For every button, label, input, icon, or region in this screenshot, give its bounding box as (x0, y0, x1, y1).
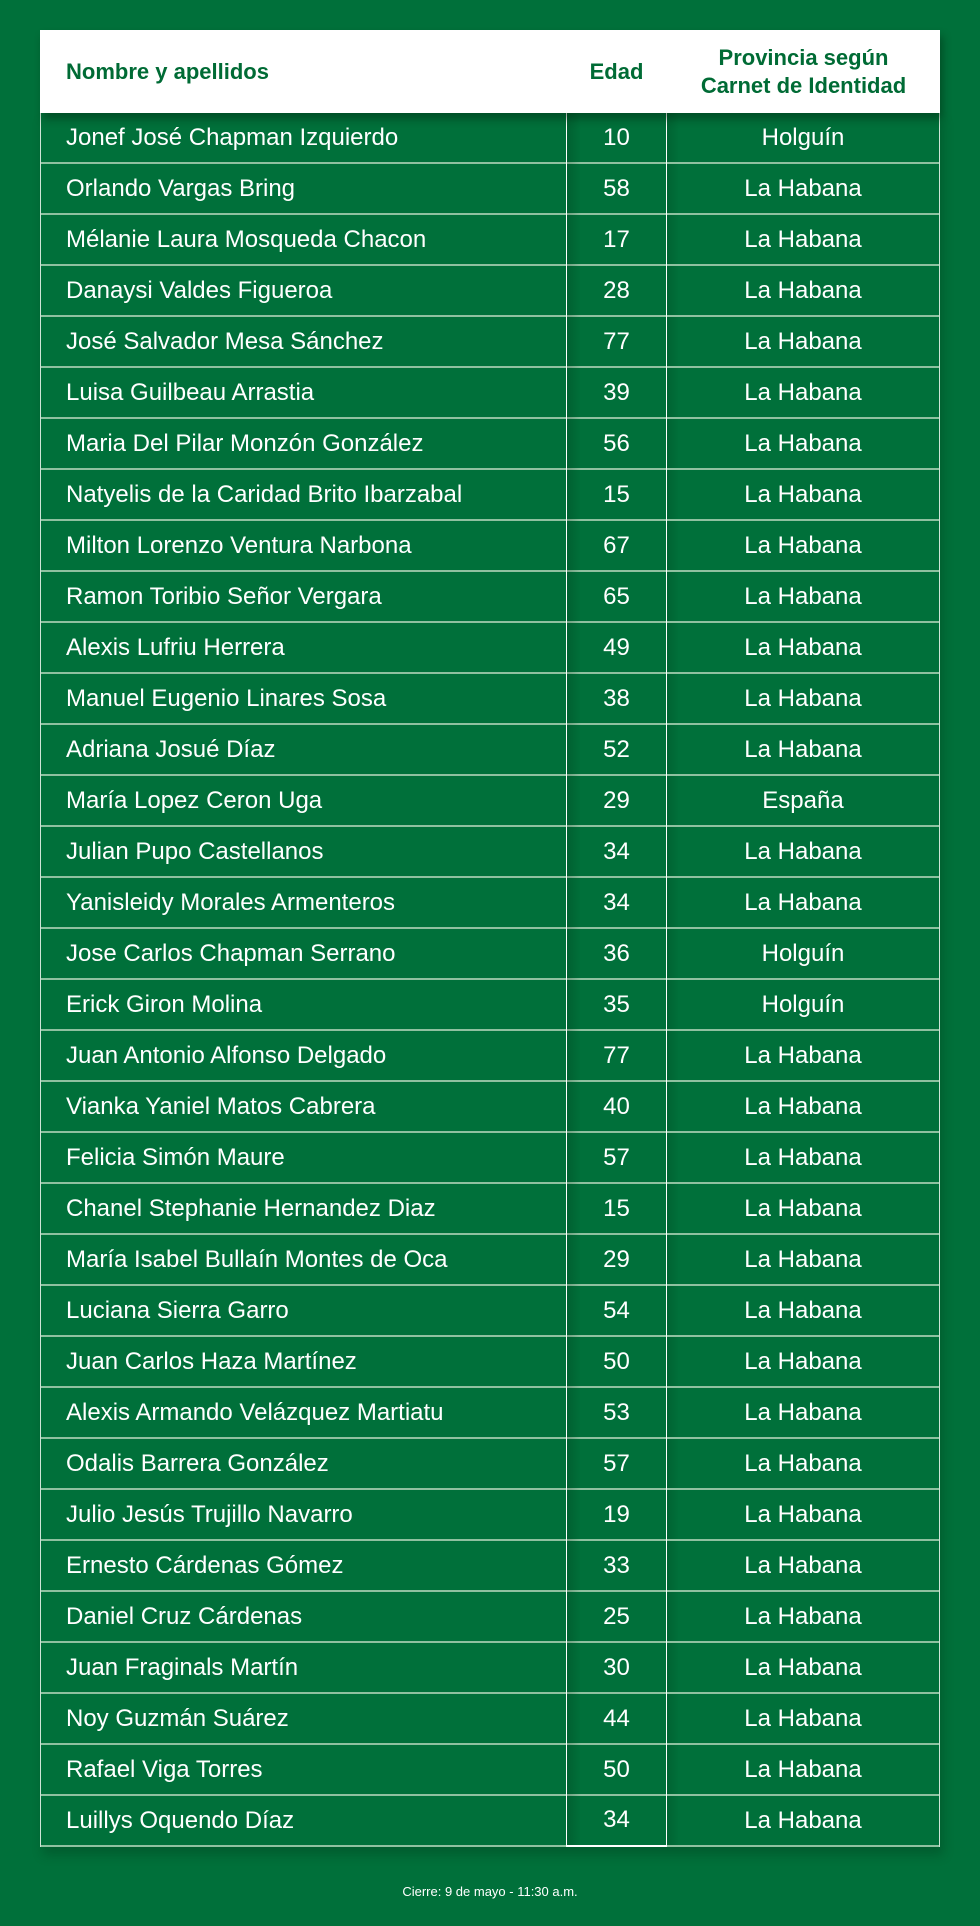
cell-name: Jose Carlos Chapman Serrano (66, 939, 396, 967)
table-row (41, 1082, 939, 1133)
cell-age: 53 (566, 1388, 667, 1439)
cell-age: 44 (566, 1694, 667, 1745)
table-row (41, 1796, 939, 1847)
cell-province: Holguín (667, 113, 939, 162)
table-header (40, 30, 940, 113)
header-province-line2: Carnet de Identidad (700, 72, 907, 98)
cell-province: La Habana (667, 1133, 939, 1182)
table-row (41, 1133, 939, 1184)
cell-province: La Habana (667, 1286, 939, 1335)
cell-age: 36 (566, 929, 667, 980)
cell-name: Alexis Armando Velázquez Martiatu (66, 1398, 444, 1426)
table-row (41, 1745, 939, 1796)
table-row (41, 1592, 939, 1643)
cell-name: Julio Jesús Trujillo Navarro (66, 1500, 353, 1528)
cell-province: La Habana (667, 1337, 939, 1386)
cell-age: 50 (566, 1745, 667, 1796)
cell-age: 28 (566, 266, 667, 317)
cell-province: Holguín (667, 980, 939, 1029)
cell-province: La Habana (667, 572, 939, 621)
cell-age: 10 (566, 113, 667, 164)
cell-age: 39 (566, 368, 667, 419)
cell-age: 34 (566, 827, 667, 878)
cell-province: España (667, 776, 939, 825)
table-row (41, 1184, 939, 1235)
cell-name: Yanisleidy Morales Armenteros (66, 888, 396, 916)
cell-name: José Salvador Mesa Sánchez (66, 327, 384, 355)
cell-age: 40 (566, 1082, 667, 1133)
table-row (41, 266, 939, 317)
table-row (41, 1388, 939, 1439)
header-age: Edad (589, 58, 644, 84)
cell-name: Danaysi Valdes Figueroa (66, 276, 333, 304)
cell-age: 77 (566, 317, 667, 368)
cell-province: La Habana (667, 1694, 939, 1743)
cell-name: Rafael Viga Torres (66, 1755, 263, 1783)
table-row (41, 623, 939, 674)
table-row (41, 776, 939, 827)
table-row (41, 1235, 939, 1286)
cell-name: Juan Fraginals Martín (66, 1653, 299, 1681)
cell-province: La Habana (667, 317, 939, 366)
table-row (41, 317, 939, 368)
cell-name: Maria Del Pilar Monzón González (66, 429, 424, 457)
cell-province: La Habana (667, 521, 939, 570)
table-row (41, 1286, 939, 1337)
table-row (41, 1541, 939, 1592)
cell-province: La Habana (667, 1796, 939, 1845)
cell-name: Milton Lorenzo Ventura Narbona (66, 531, 412, 559)
cell-name: María Isabel Bullaín Montes de Oca (66, 1245, 448, 1273)
cell-province: La Habana (667, 368, 939, 417)
cell-age: 19 (566, 1490, 667, 1541)
cell-name: Mélanie Laura Mosqueda Chacon (66, 225, 427, 253)
header-province (667, 44, 940, 100)
cell-age: 67 (566, 521, 667, 572)
table-row (41, 725, 939, 776)
table-row (41, 1337, 939, 1388)
cell-age: 50 (566, 1337, 667, 1388)
footer-closing-time: Cierre: 9 de mayo - 11:30 a.m. (402, 1884, 578, 1899)
cell-province: La Habana (667, 1439, 939, 1488)
table-row (41, 419, 939, 470)
cell-name: Jonef José Chapman Izquierdo (66, 123, 399, 151)
cell-age: 17 (566, 215, 667, 266)
cell-province: La Habana (667, 725, 939, 774)
table-row (41, 470, 939, 521)
cell-province: La Habana (667, 1388, 939, 1437)
table-row (41, 164, 939, 215)
cell-province: La Habana (667, 1490, 939, 1539)
cell-name: Odalis Barrera González (66, 1449, 329, 1477)
cell-name: Juan Carlos Haza Martínez (66, 1347, 357, 1375)
cell-province: La Habana (667, 1745, 939, 1794)
table-row (41, 521, 939, 572)
cell-province: La Habana (667, 470, 939, 519)
cell-name: Julian Pupo Castellanos (66, 837, 324, 865)
cell-age: 29 (566, 776, 667, 827)
cell-name: Ramon Toribio Señor Vergara (66, 582, 382, 610)
table-row (41, 1694, 939, 1745)
cell-province: La Habana (667, 419, 939, 468)
cell-age: 56 (566, 419, 667, 470)
table-row (41, 929, 939, 980)
cell-age: 29 (566, 1235, 667, 1286)
cell-province: La Habana (667, 674, 939, 723)
table-row (41, 1643, 939, 1694)
cell-name: María Lopez Ceron Uga (66, 786, 323, 814)
table-row (41, 674, 939, 725)
cell-name: Natyelis de la Caridad Brito Ibarzabal (66, 480, 463, 508)
cell-age: 34 (566, 1796, 667, 1847)
cell-name: Daniel Cruz Cárdenas (66, 1602, 303, 1630)
cell-age: 58 (566, 164, 667, 215)
cell-province: La Habana (667, 623, 939, 672)
cell-province: La Habana (667, 1643, 939, 1692)
cell-name: Chanel Stephanie Hernandez Diaz (66, 1194, 436, 1222)
cell-age: 57 (566, 1439, 667, 1490)
cell-name: Luisa Guilbeau Arrastia (66, 378, 315, 406)
table-row (41, 827, 939, 878)
cell-age: 33 (566, 1541, 667, 1592)
cell-province: Holguín (667, 929, 939, 978)
cell-name: Juan Antonio Alfonso Delgado (66, 1041, 387, 1069)
cell-name: Felicia Simón Maure (66, 1143, 285, 1171)
table-row (41, 572, 939, 623)
table-row (41, 113, 939, 164)
cell-province: La Habana (667, 1592, 939, 1641)
cell-age: 35 (566, 980, 667, 1031)
cell-name: Alexis Lufriu Herrera (66, 633, 285, 661)
cell-name: Noy Guzmán Suárez (66, 1704, 289, 1732)
table-row (41, 215, 939, 266)
table-row (41, 1031, 939, 1082)
cell-name: Luillys Oquendo Díaz (66, 1806, 295, 1834)
cell-name: Vianka Yaniel Matos Cabrera (66, 1092, 376, 1120)
passenger-table (40, 30, 940, 1847)
cell-province: La Habana (667, 1082, 939, 1131)
table-body (40, 113, 940, 1847)
cell-name: Manuel Eugenio Linares Sosa (66, 684, 387, 712)
cell-name: Luciana Sierra Garro (66, 1296, 289, 1324)
cell-age: 54 (566, 1286, 667, 1337)
cell-province: La Habana (667, 1031, 939, 1080)
cell-age: 52 (566, 725, 667, 776)
table-row (41, 368, 939, 419)
cell-name: Erick Giron Molina (66, 990, 263, 1018)
table-row (41, 980, 939, 1031)
cell-province: La Habana (667, 1541, 939, 1590)
cell-province: La Habana (667, 215, 939, 264)
cell-age: 77 (566, 1031, 667, 1082)
cell-age: 57 (566, 1133, 667, 1184)
cell-age: 30 (566, 1643, 667, 1694)
cell-province: La Habana (667, 1184, 939, 1233)
cell-province: La Habana (667, 164, 939, 213)
cell-age: 49 (566, 623, 667, 674)
table-row (41, 878, 939, 929)
cell-age: 15 (566, 470, 667, 521)
cell-age: 38 (566, 674, 667, 725)
table-row (41, 1490, 939, 1541)
header-province-line1: Provincia según (718, 44, 889, 70)
cell-province: La Habana (667, 1235, 939, 1284)
cell-age: 25 (566, 1592, 667, 1643)
header-name: Nombre y apellidos (66, 58, 269, 84)
cell-age: 34 (566, 878, 667, 929)
cell-age: 65 (566, 572, 667, 623)
cell-province: La Habana (667, 827, 939, 876)
cell-name: Ernesto Cárdenas Gómez (66, 1551, 344, 1579)
cell-age: 15 (566, 1184, 667, 1235)
cell-province: La Habana (667, 266, 939, 315)
cell-province: La Habana (667, 878, 939, 927)
cell-name: Orlando Vargas Bring (66, 174, 296, 202)
cell-name: Adriana Josué Díaz (66, 735, 276, 763)
table-row (41, 1439, 939, 1490)
